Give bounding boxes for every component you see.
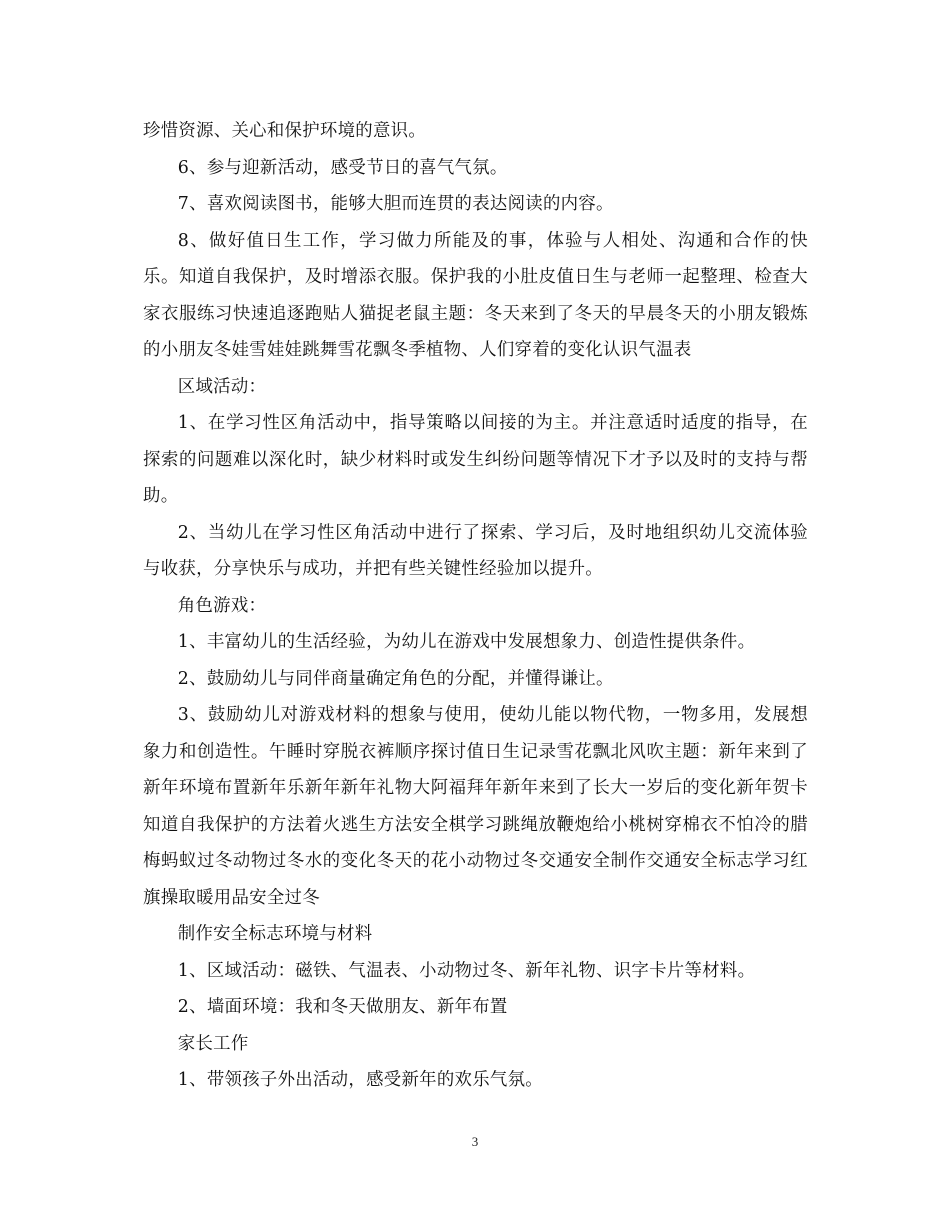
section-heading-region-activities: 区域活动：: [177, 376, 267, 397]
paragraph-3: 7、喜欢阅读图书，能够大胆而连贯的表达阅读的内容。: [177, 194, 614, 214]
paragraph-6: 1、在学习性区角活动中，指导策略以间接的为主。并注意适时适度的指导，在探索的问题难以深化时，缺少材料时或发生纠纷问题等情况下才予以及时的支持与帮助。: [143, 413, 808, 506]
paragraph-2: 6、参与迎新活动，感受节日的喜气气氛。: [177, 157, 508, 178]
section-heading-parent-work: 家长工作: [177, 1033, 249, 1054]
paragraph-9: 1、丰富幼儿的生活经验，为幼儿在游戏中发展想象力、创造性提供条件。: [177, 632, 756, 652]
section-heading-environment: 制作安全标志环境与材料: [177, 924, 373, 944]
paragraph-10: 2、鼓励幼儿与同伴商量确定角色的分配，并懂得谦让。: [177, 668, 614, 689]
page-number: 3: [471, 1134, 479, 1149]
paragraph-11: 3、鼓励幼儿对游戏材料的想象与使用，使幼儿能以物代物，一物多用，发展想象力和创造性。午睡时穿脱衣裤顺序探讨值日生记录雪花飘北风吹主题：新年来到了新年环境布置新年乐新年新年礼物大阿福拜年新年来到了长大一岁后的变化新年贺卡知道自我保护的方法着火逃生方法安全棋学习跳绳放鞭炮给小桃树穿棉衣不怕冷的腊梅蚂蚁过冬动物过冬水的变化冬天的花小动物过冬交通安全制作交通安全标志学习红旗操取暖用品安全过冬: [143, 705, 808, 908]
paragraph-1: 珍惜资源、关心和保护环境的意识。: [143, 121, 427, 141]
paragraph-16: 1、带领孩子外出活动，感受新年的欢乐气氛。: [177, 1070, 543, 1090]
paragraph-13: 1、区域活动：磁铁、气温表、小动物过冬、新年礼物、识字卡片等材料。: [177, 960, 756, 981]
document-body: [143, 113, 808, 1099]
paragraph-4: 8、做好值日生工作，学习做力所能及的事，体验与人相处、沟通和合作的快乐。知道自我保护，及时增添衣服。保护我的小肚皮值日生与老师一起整理、检查大家衣服练习快速追逐跑贴人猫捉老鼠主题：冬天来到了冬天的早晨冬天的小朋友锻炼的小朋友冬娃雪娃娃跳舞雪花飘冬季植物、人们穿着的变化认识气温表: [143, 230, 808, 360]
section-heading-role-play: 角色游戏：: [177, 595, 267, 616]
paragraph-7: 2、当幼儿在学习性区角活动中进行了探索、学习后，及时地组织幼儿交流体验与收获，分享快乐与成功，并把有些关键性经验加以提升。: [143, 522, 808, 579]
paragraph-14: 2、墙面环境：我和冬天做朋友、新年布置: [177, 997, 508, 1017]
